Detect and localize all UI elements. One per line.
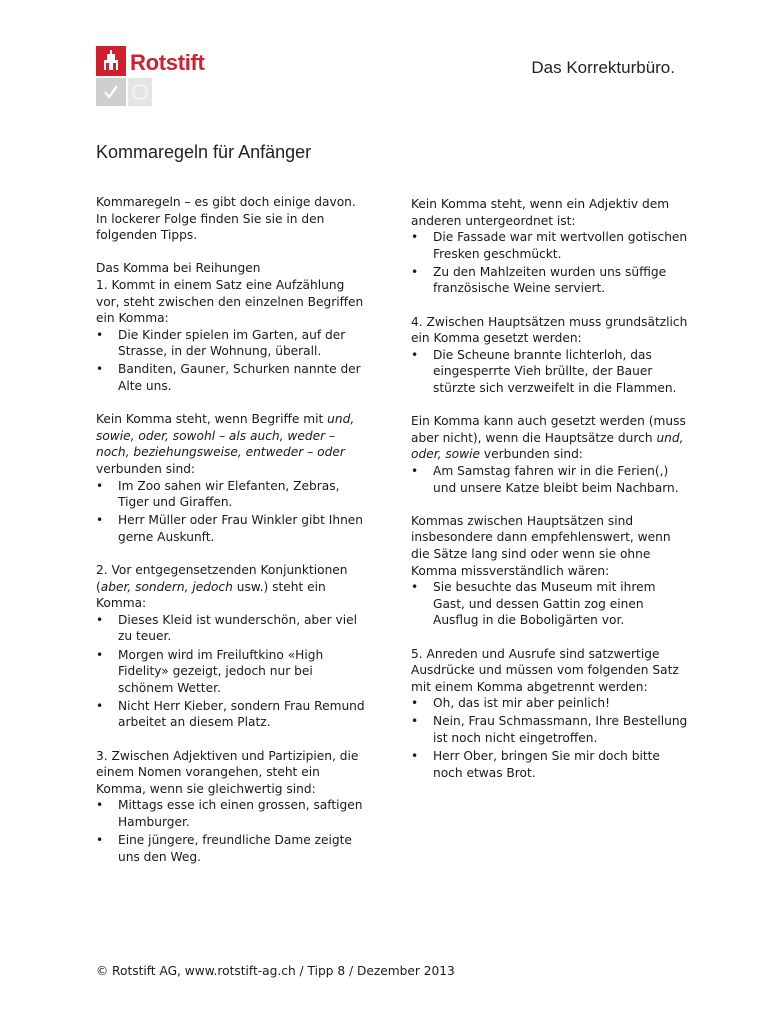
logo-square-red <box>96 46 126 76</box>
example-list <box>96 327 368 395</box>
page-title: Kommaregeln für Anfänger <box>96 142 312 162</box>
tagline: Das Korrekturbüro. <box>531 58 675 77</box>
section-heading: Das Komma bei Reihungen <box>96 261 261 276</box>
rule-2-text: 2. Vor entgegensetzenden Konjunktionen (aber, sondern, jedoch usw.) steht ein Komma: <box>96 563 348 611</box>
list-item: • Nein, Frau Schmassmann, Ihre Bestellung ist noch nicht eingetroffen. <box>411 714 688 745</box>
list-item: • Sie besuchte das Museum mit ihrem Gast, und dessen Gattin zog einen Ausflug in die Boboligärten vor. <box>411 580 656 628</box>
rule-1-text: 1. Kommt in einem Satz eine Aufzählung vor, steht zwischen den einzelnen Begriffen ein Komma: <box>96 277 364 326</box>
list-item: • Die Kinder spielen im Garten, auf der Strasse, in der Wohnung, überall. <box>96 327 346 359</box>
example-list <box>96 478 368 546</box>
list-item: • Am Samstag fahren wir in die Ferien(,) und unsere Katze bleibt beim Nachbarn. <box>411 464 679 495</box>
subordinate-adjective-text: Kein Komma steht, wenn ein Adjektiv dem anderen untergeordnet ist: <box>411 197 670 228</box>
example-list <box>96 612 368 731</box>
example-list <box>96 797 368 865</box>
right-column <box>411 196 691 798</box>
footer-copyright: © Rotstift AG, www.rotstift-ag.ch / Tipp 8 / Dezember 2013 <box>96 964 455 978</box>
list-item: • Mittags esse ich einen grossen, saftigen Hamburger. <box>96 798 363 829</box>
list-item: • Nicht Herr Kieber, sondern Frau Remund arbeitet an diesem Platz. <box>96 698 365 730</box>
list-item: • Banditen, Gauner, Schurken nannte der Alte uns. <box>96 362 361 394</box>
brand-name: Rotstift <box>130 50 205 75</box>
list-item: • Im Zoo sahen wir Elefanten, Zebras, Tiger und Giraffen. <box>96 478 340 510</box>
example-list <box>411 347 691 397</box>
example-list <box>411 229 691 297</box>
example-list <box>411 579 691 629</box>
list-item: • Dieses Kleid ist wunderschön, aber viel zu teuer. <box>96 612 358 644</box>
left-column <box>96 194 368 882</box>
recommendation-text: Kommas zwischen Hauptsätzen sind insbesondere dann empfehlenswert, wenn die Sätze lang sind oder wenn sie ohne Komma missverständlich wären: <box>411 513 671 578</box>
checkmark-icon <box>96 78 126 106</box>
list-item: • Zu den Mahlzeiten wurden uns süffige französische Weine serviert. <box>411 264 667 296</box>
optional-comma-text: Ein Komma kann auch gesetzt werden (muss aber nicht), wenn die Hauptsätze durch und, oder, sowie verbunden sind: <box>411 414 686 462</box>
example-list <box>411 463 691 496</box>
list-item: • Eine jüngere, freundliche Dame zeigte uns den Weg. <box>96 833 352 864</box>
list-item: • Oh, das ist mir aber peinlich! <box>411 696 611 711</box>
list-item: • Morgen wird im Freiluftkino «High Fidelity» gezeigt, jedoch nur bei schönem Wetter. <box>96 647 324 695</box>
list-item: • Die Scheune brannte lichterloh, das eingesperrte Vieh brüllte, der Bauer stürzte sich verzweifelt in die Flammen. <box>411 347 677 396</box>
rule-5-text: 5. Anreden und Ausrufe sind satzwertige Ausdrücke und müssen vom folgenden Satz mit einem Komma abgetrennt werden: <box>411 646 679 694</box>
list-item: • Die Fassade war mit wertvollen gotischen Fresken geschmückt. <box>411 230 688 261</box>
list-item: • Herr Müller oder Frau Winkler gibt Ihnen gerne Auskunft. <box>96 513 364 544</box>
pencil-building-icon <box>96 46 126 76</box>
intro-paragraph: Kommaregeln – es gibt doch einige davon. In lockerer Folge finden Sie sie in den folgenden Tipps. <box>96 195 356 243</box>
smiley-icon <box>128 78 152 106</box>
list-item: • Herr Ober, bringen Sie mir doch bitte noch etwas Brot. <box>411 749 660 780</box>
rule-3-text: 3. Zwischen Adjektiven und Partizipien, die einem Nomen vorangehen, steht ein Komma, wenn sie gleichwertig sind: <box>96 748 359 796</box>
rule-4-text: 4. Zwischen Hauptsätzen muss grundsätzlich ein Komma gesetzt werden: <box>411 314 688 346</box>
logo-square-grey-2 <box>128 78 152 106</box>
logo-square-grey-1 <box>96 78 126 106</box>
example-list <box>411 695 691 781</box>
no-comma-paragraph: Kein Komma steht, wenn Begriffe mit und, sowie, oder, sowohl – als auch, weder – noch, beziehungsweise, entweder – oder verbunden sind: <box>96 412 355 476</box>
